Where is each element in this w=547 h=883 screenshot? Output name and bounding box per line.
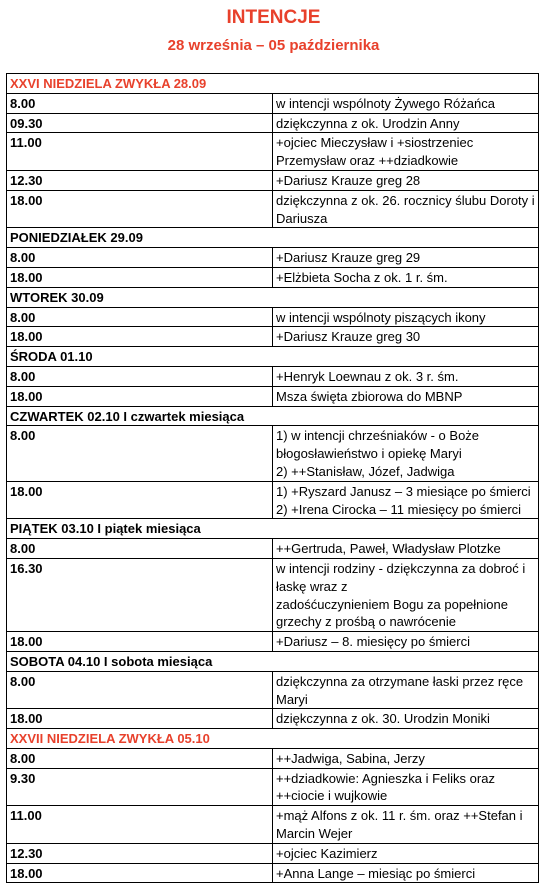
intention-row (7, 709, 539, 729)
mass-time: 12.30 (7, 170, 273, 190)
day-header-row (7, 519, 539, 539)
intention-text (273, 133, 539, 171)
intention-line: 1) w intencji chrześniaków - o Boże błogosławieństwo i opiekę Maryi (276, 428, 480, 462)
mass-time: 8.00 (7, 426, 273, 481)
intention-line: +Henryk Loewnau z ok. 3 r. śm. (276, 368, 459, 384)
intention-line: 2) +Irena Cirocka – 11 miesięcy po śmierci (276, 501, 522, 517)
day-header: XXVII NIEDZIELA ZWYKŁA 05.10 (7, 729, 539, 749)
intention-text (273, 93, 539, 113)
mass-time: 12.30 (7, 843, 273, 863)
intention-text (273, 307, 539, 327)
intention-text (273, 768, 539, 806)
intention-line: +mąż Alfons z ok. 11 r. śm. oraz ++Stefan i Marcin Wejer (276, 808, 523, 842)
intention-line: +ojciec Kazimierz (276, 845, 378, 861)
intention-row (7, 748, 539, 768)
intention-text (273, 632, 539, 652)
intention-line: +Dariusz Krauze greg 30 (276, 329, 421, 345)
intention-text (273, 748, 539, 768)
mass-time: 18.00 (7, 632, 273, 652)
mass-time: 8.00 (7, 748, 273, 768)
intention-text (273, 327, 539, 347)
intention-line: +Elżbieta Socha z ok. 1 r. śm. (276, 269, 448, 285)
intention-line: +Anna Lange – miesiąc po śmierci (276, 865, 476, 881)
intention-text (273, 170, 539, 190)
intention-row (7, 248, 539, 268)
intention-line: +Dariusz – 8. miesięcy po śmierci (276, 634, 470, 650)
intention-text (273, 843, 539, 863)
mass-time: 11.00 (7, 806, 273, 844)
day-header-row (7, 729, 539, 749)
intention-text (273, 267, 539, 287)
intentions-table (6, 73, 539, 883)
intention-text (273, 558, 539, 631)
intention-text (273, 386, 539, 406)
intention-line: 2) ++Stanisław, Józef, Jadwiga (276, 463, 455, 479)
intention-row (7, 170, 539, 190)
day-header-row (7, 74, 539, 94)
intention-line: +ojciec Mieczysław i +siostrzeniec Przemysław oraz ++dziadkowie (276, 135, 474, 169)
intention-text (273, 709, 539, 729)
mass-time: 18.00 (7, 190, 273, 228)
mass-time: 11.00 (7, 133, 273, 171)
day-header: PIĄTEK 03.10 I piątek miesiąca (7, 519, 539, 539)
date-range-subtitle: 28 września – 05 października (167, 37, 380, 54)
intention-row (7, 863, 539, 883)
intention-row (7, 843, 539, 863)
intention-row (7, 386, 539, 406)
intention-row (7, 366, 539, 386)
intention-line: dziękczynna z ok. 30. Urodzin Moniki (276, 711, 490, 727)
day-header: ŚRODA 01.10 (7, 347, 539, 367)
mass-time: 18.00 (7, 327, 273, 347)
intention-text (273, 248, 539, 268)
intentions-table-body (7, 74, 539, 883)
day-header: SOBOTA 04.10 I sobota miesiąca (7, 651, 539, 671)
intention-text (273, 113, 539, 133)
intention-line: dziękczynna za otrzymane łaski przez ręce Maryi (276, 673, 524, 707)
mass-time: 8.00 (7, 307, 273, 327)
day-header-row (7, 651, 539, 671)
intention-row (7, 768, 539, 806)
intention-row (7, 133, 539, 171)
intention-text (273, 190, 539, 228)
day-header-row (7, 347, 539, 367)
mass-time: 18.00 (7, 709, 273, 729)
intention-line: w intencji wspólnoty piszących ikony (276, 309, 486, 325)
intention-row (7, 481, 539, 519)
intention-line: +Dariusz Krauze greg 29 (276, 250, 421, 266)
intention-row (7, 267, 539, 287)
day-header: CZWARTEK 02.10 I czwartek miesiąca (7, 406, 539, 426)
mass-time: 18.00 (7, 386, 273, 406)
intention-row (7, 632, 539, 652)
day-header-row (7, 228, 539, 248)
day-header-row (7, 287, 539, 307)
intention-line: dziękczynna z ok. 26. rocznicy ślubu Doroty i Dariusza (276, 192, 535, 226)
intention-line: dziękczynna z ok. Urodzin Anny (276, 115, 460, 131)
intention-row (7, 671, 539, 709)
page-title: INTENCJE (226, 7, 321, 28)
day-header: WTOREK 30.09 (7, 287, 539, 307)
intention-row (7, 426, 539, 481)
mass-time: 8.00 (7, 671, 273, 709)
day-header-row (7, 406, 539, 426)
intention-row (7, 539, 539, 559)
mass-time: 18.00 (7, 863, 273, 883)
intention-line: ++Jadwiga, Sabina, Jerzy (276, 750, 425, 766)
day-header: PONIEDZIAŁEK 29.09 (7, 228, 539, 248)
intention-row (7, 307, 539, 327)
intention-line: ++Gertruda, Paweł, Władysław Plotzke (276, 541, 501, 557)
intention-text (273, 426, 539, 481)
intention-line: zadośćuczynieniem Bogu za popełnione grzechy z prośbą o nawrócenie (276, 596, 508, 630)
intention-row (7, 327, 539, 347)
intention-line: Msza święta zbiorowa do MBNP (276, 388, 463, 404)
intention-text (273, 806, 539, 844)
intention-row (7, 806, 539, 844)
mass-time: 16.30 (7, 558, 273, 631)
day-header: XXVI NIEDZIELA ZWYKŁA 28.09 (7, 74, 539, 94)
mass-time: 18.00 (7, 481, 273, 519)
mass-time: 8.00 (7, 539, 273, 559)
intention-line: w intencji rodziny - dziękczynna za dobroć i łaskę wraz z (276, 560, 526, 594)
intention-row (7, 558, 539, 631)
intention-line: 1) +Ryszard Janusz – 3 miesiące po śmierci (276, 483, 531, 499)
mass-time: 8.00 (7, 366, 273, 386)
intention-row (7, 113, 539, 133)
intention-line: +Dariusz Krauze greg 28 (276, 172, 421, 188)
intention-line: ++dziadkowie: Agnieszka i Feliks oraz ++ciocie i wujkowie (276, 770, 495, 804)
intention-text (273, 366, 539, 386)
intention-line: w intencji wspólnoty Żywego Różańca (276, 95, 495, 111)
mass-time: 9.30 (7, 768, 273, 806)
intention-row (7, 190, 539, 228)
document-header (0, 0, 547, 55)
mass-time: 8.00 (7, 93, 273, 113)
intention-text (273, 539, 539, 559)
mass-time: 18.00 (7, 267, 273, 287)
intention-text (273, 863, 539, 883)
intention-text (273, 481, 539, 519)
mass-time: 09.30 (7, 113, 273, 133)
intention-row (7, 93, 539, 113)
intention-text (273, 671, 539, 709)
mass-time: 8.00 (7, 248, 273, 268)
